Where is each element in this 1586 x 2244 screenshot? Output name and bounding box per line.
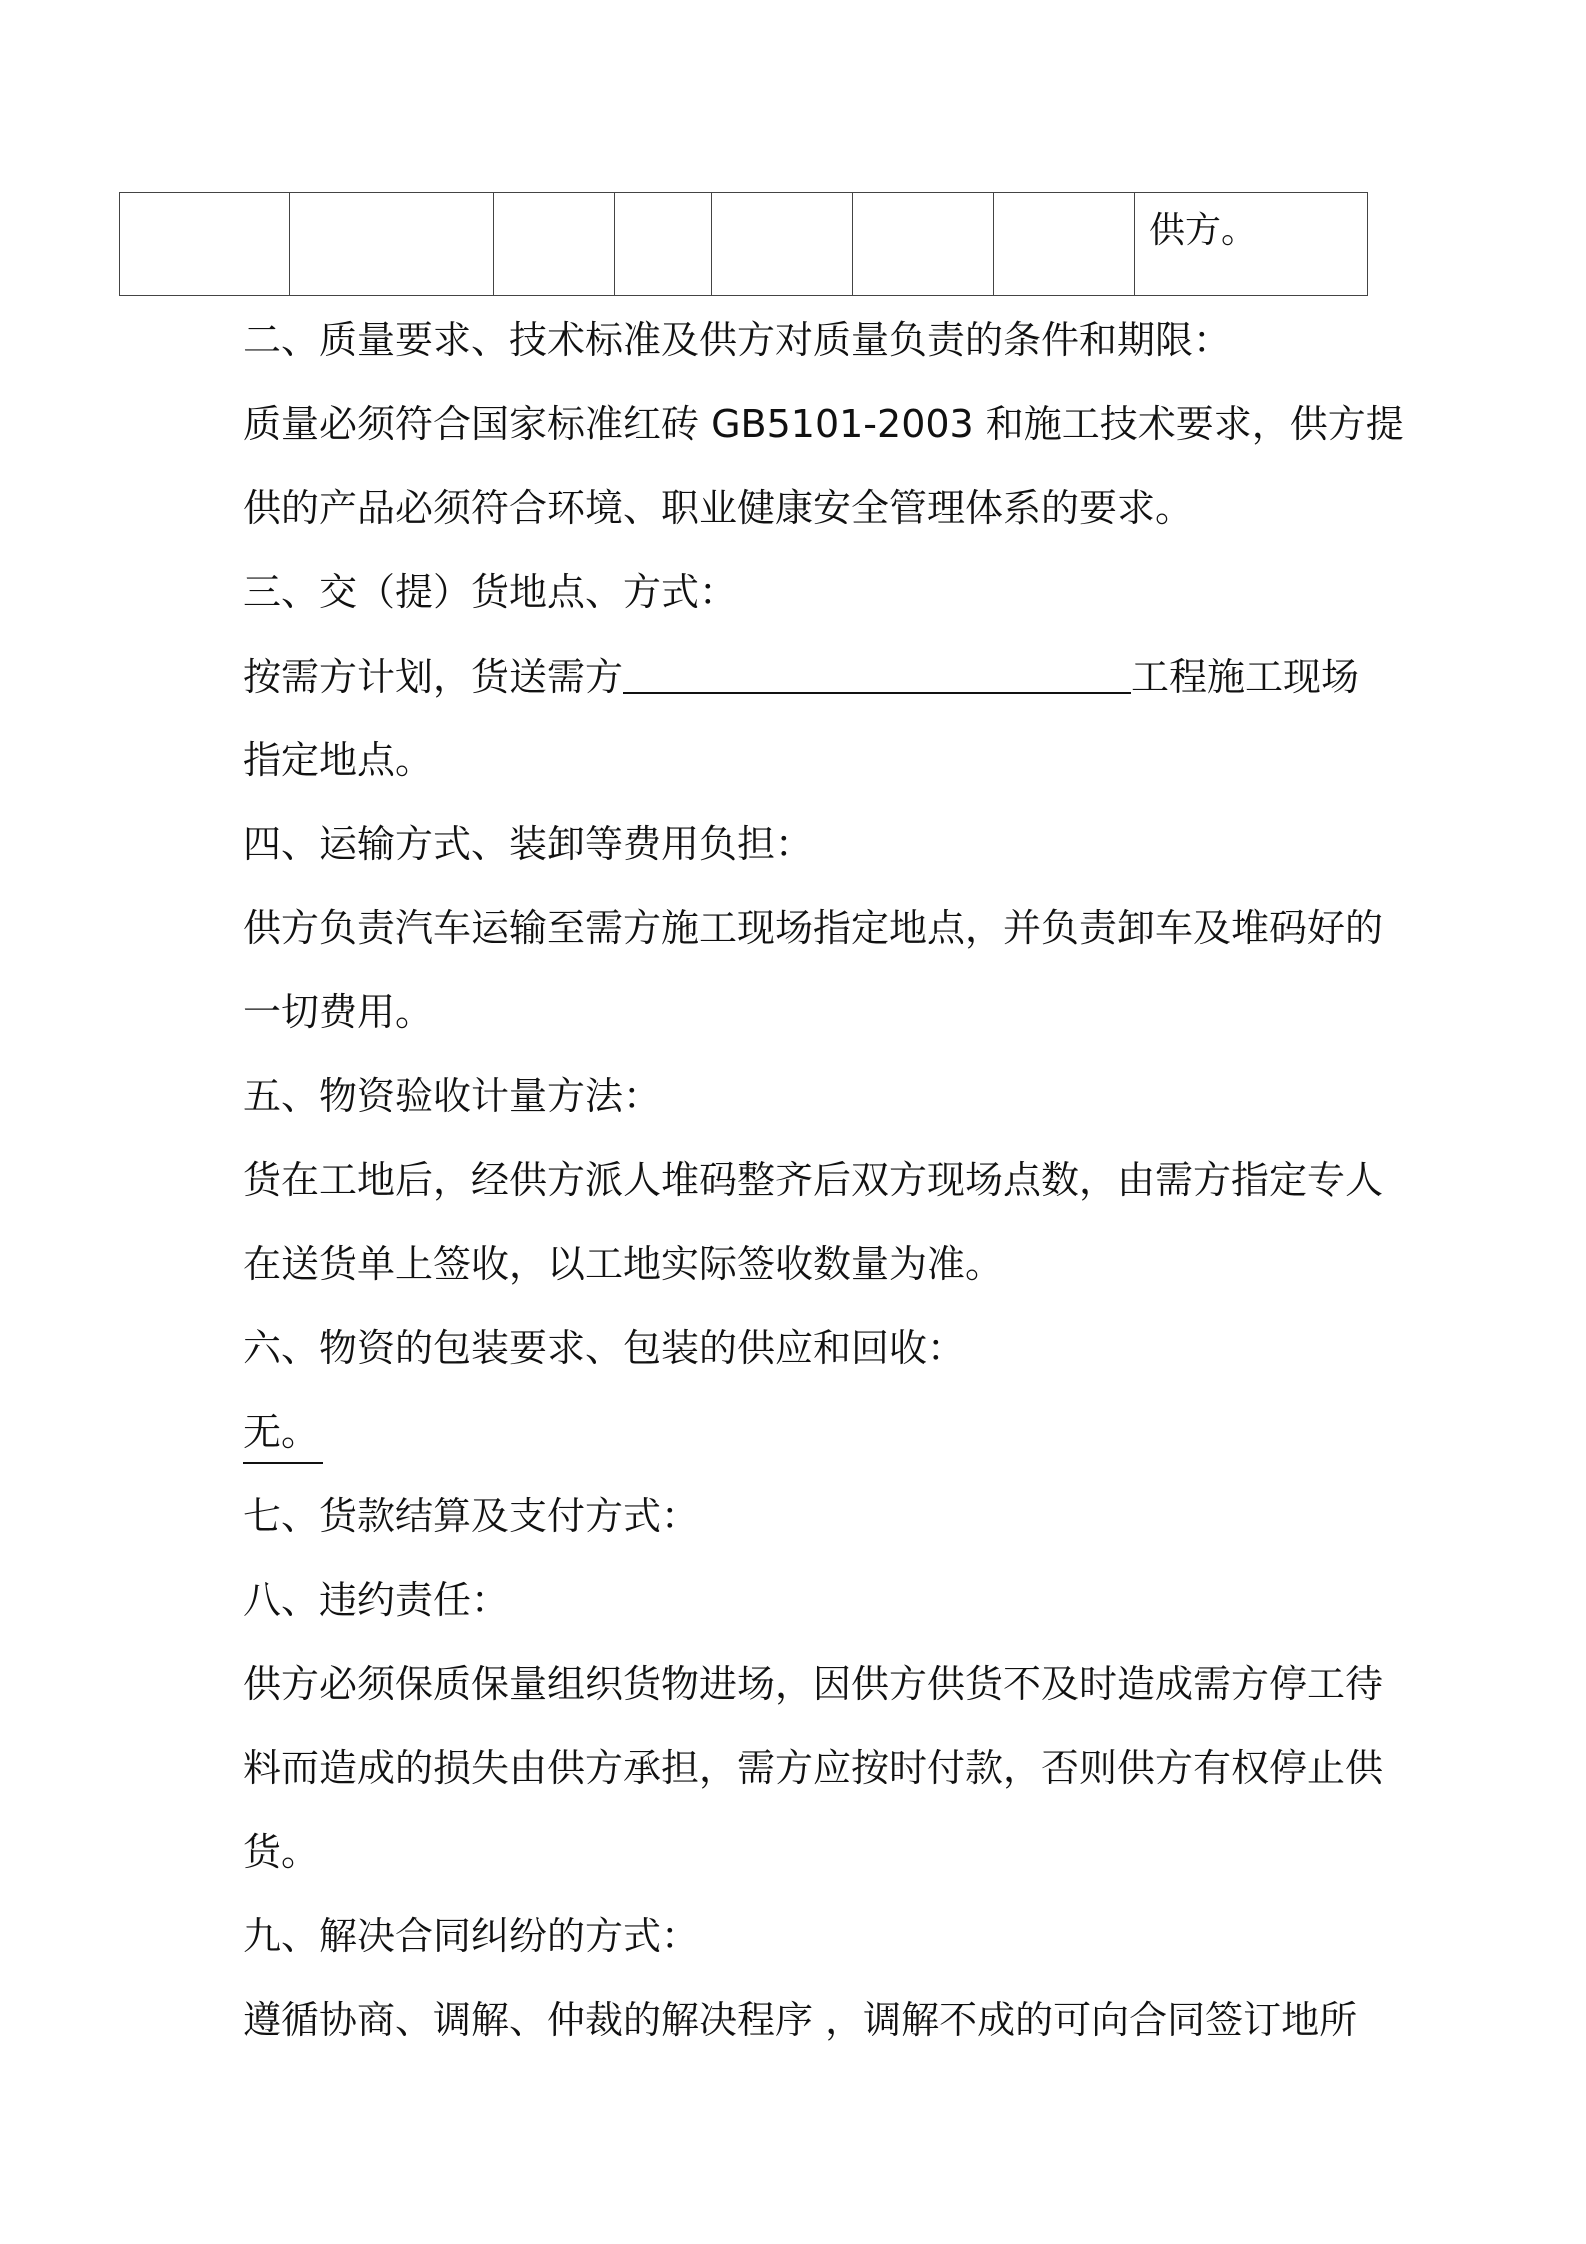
delivery-text-before: 按需方计划，货送需方: [243, 655, 624, 699]
table-cell: [712, 193, 853, 296]
section-heading-packaging: 六、物资的包装要求、包装的供应和回收：: [243, 1326, 966, 1370]
table-row: [120, 193, 1368, 296]
section-heading-transport: 四、运输方式、装卸等费用负担：: [243, 822, 814, 866]
paragraph-line: 指定地点。: [243, 738, 434, 782]
table-cell-supplier: [1135, 193, 1368, 296]
paragraph-line: 货在工地后，经供方派人堆码整齐后双方现场点数，由需方指定专人: [243, 1158, 1384, 1202]
project-name-blank: [623, 644, 1131, 694]
paragraph-line-none: [243, 1400, 1363, 1484]
table-cell: [120, 193, 290, 296]
paragraph-line: 质量必须符合国家标准红砖 GB5101-2003 和施工技术要求，供方提: [243, 402, 1404, 446]
paragraph-line: 供方负责汽车运输至需方施工现场指定地点，并负责卸车及堆码好的: [243, 906, 1384, 950]
table-cell-text: 供方。: [1149, 210, 1258, 251]
table-cell: [494, 193, 615, 296]
section-heading-acceptance: 五、物资验收计量方法：: [243, 1074, 662, 1118]
table-cell: [615, 193, 712, 296]
delivery-text-after: 工程施工现场: [1131, 655, 1360, 699]
section-heading-delivery: 三、交（提）货地点、方式：: [243, 570, 738, 614]
paragraph-line: 在送货单上签收，以工地实际签收数量为准。: [243, 1242, 1004, 1286]
section-heading-liability: 八、违约责任：: [243, 1578, 510, 1622]
table-cell: [853, 193, 994, 296]
product-table: [119, 192, 1368, 296]
paragraph-line: 供的产品必须符合环境、职业健康安全管理体系的要求。: [243, 486, 1194, 530]
section-heading-dispute: 九、解决合同纠纷的方式：: [243, 1914, 700, 1958]
paragraph-line: 料而造成的损失由供方承担，需方应按时付款，否则供方有权停止供: [243, 1746, 1384, 1790]
paragraph-line-delivery-site: [243, 644, 1363, 728]
section-heading-quality: 二、质量要求、技术标准及供方对质量负责的条件和期限：: [243, 318, 1232, 362]
section-heading-payment: 七、货款结算及支付方式：: [243, 1494, 700, 1538]
paragraph-line: 货。: [243, 1830, 320, 1874]
table-cell: [994, 193, 1135, 296]
paragraph-line: 一切费用。: [243, 990, 434, 1034]
table-cell: [290, 193, 494, 296]
paragraph-line: 遵循协商、调解、仲裁的解决程序 ，调解不成的可向合同签订地所: [243, 1998, 1358, 2042]
contract-body: [243, 308, 1404, 2072]
paragraph-line: 供方必须保质保量组织货物进场，因供方供货不及时造成需方停工待: [243, 1662, 1384, 1706]
packaging-answer: 无。: [243, 1402, 323, 1464]
